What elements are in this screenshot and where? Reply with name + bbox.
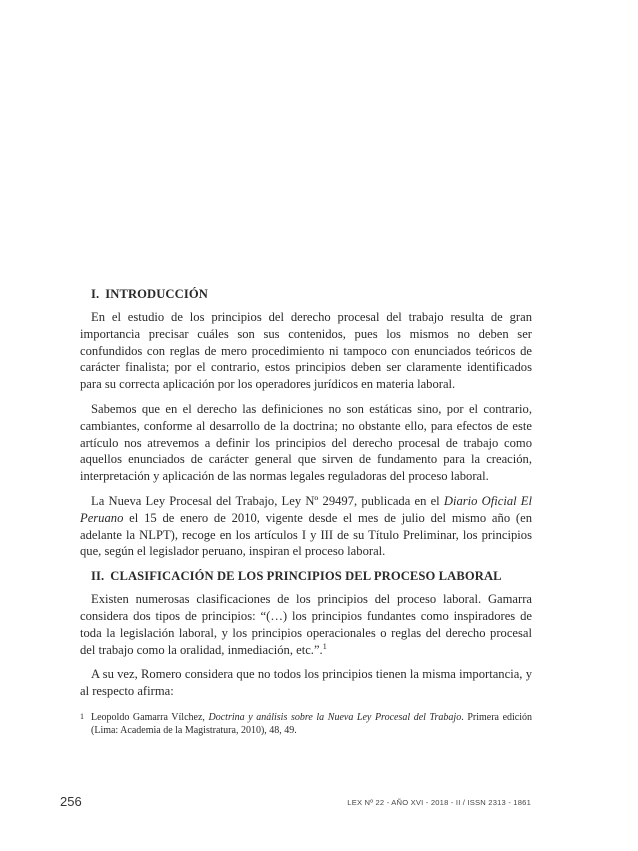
section-heading-introduccion [91,286,532,302]
footnote-text [80,711,532,737]
section-title: CLASIFICACIÓN DE LOS PRINCIPIOS DEL PROCESO LABORAL [110,569,502,584]
section-number: I. [91,287,100,301]
paragraph [80,591,532,658]
section-title: INTRODUCCIÓN [105,287,208,301]
footnote-reference[interactable]: 1 [322,641,327,651]
journal-info: LEX Nº 22 - AÑO XVI - 2018 - II / ISSN 2313 - 1861 [347,798,531,807]
paragraph [80,493,532,560]
paragraph-text: el 15 de enero de 2010, vigente desde el mes de julio del mismo año (en adelante la NLPT), recoge en los artículos I y III de su Título Preliminar, los principios que, según el legislador peruano, inspiran el proceso laboral. [80,510,532,559]
paragraph-text: La Nueva Ley Procesal del Trabajo, Ley Nº 29497, publicada en el [91,493,444,508]
paragraph-text: Existen numerosas clasificaciones de los principios del proceso laboral. Gamarra considera dos tipos de principios: “(…) los principios fundantes como inspiradores de toda la legislación laboral, y los principios operacionales o reglas del derecho procesal del trabajo como la oralidad, inmediación, etc.”. [80,592,532,657]
publication-name: Diario Oficial El Peruano [80,493,532,525]
footnote [80,711,532,737]
paragraph: Sabemos que en el derecho las definiciones no son estáticas sino, por el contrario, cambiantes, conforme al desarrollo de la doctrina; no obstante ello, para efectos de este artículo nos atrevemos a definir los principios del derecho procesal de trabajo como aquellos enunciados de carácter general que sirven de fundamento para la creación, interpretación y aplicación de las normas legales reguladoras del proceso laboral. [80,401,532,484]
section-number: II. [91,569,105,584]
section-heading-clasificacion [91,568,532,584]
footnote-mark: 1 [80,712,84,721]
footnote-book-title: Doctrina y análisis sobre la Nueva Ley Procesal del Trabajo [208,712,462,723]
article-body [80,286,532,708]
footnote-author: Leopoldo Gamarra Vílchez, [91,712,209,723]
page-number: 256 [60,794,82,809]
paragraph: A su vez, Romero considera que no todos los principios tienen la misma importancia, y al respecto afirma: [80,667,532,699]
footnote-details: . Primera edición (Lima: Academia de la Magistratura, 2010), 48, 49. [91,712,532,736]
paragraph: En el estudio de los principios del derecho procesal del trabajo resulta de gran importancia precisar cuáles son sus contenidos, pues los mismos no deben ser confundidos con reglas de mero procedimiento ni tampoco con enunciados teóricos de carácter finalista; por el contrario, estos principios deben ser claramente identificados para su correcta aplicación por los operadores jurídicos en materia laboral. [80,310,532,392]
